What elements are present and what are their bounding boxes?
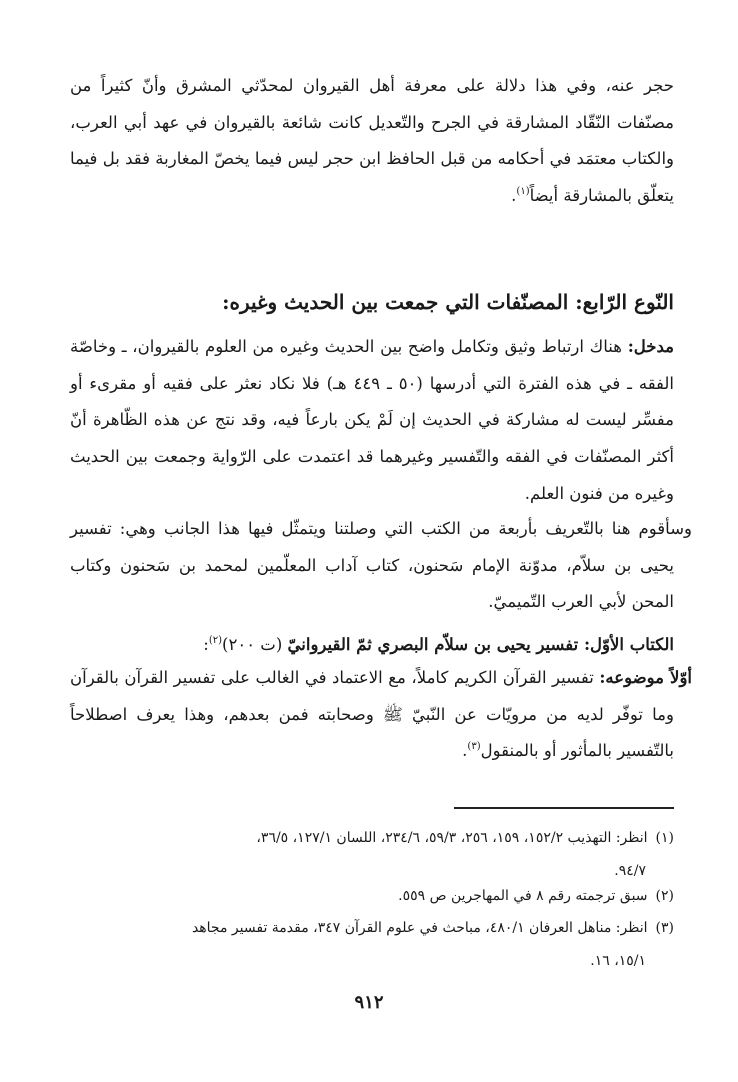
footnote-2 <box>70 880 674 913</box>
book-heading-title: تفسير يحيى بن سلاّم البصري ثمّ القيروانيّ <box>287 635 584 654</box>
paragraph-books-text: وسأقوم هنا بالتّعريف بأربعة من الكتب التي وصلتنا ويتمثّل فيها هذا الجانب وهي: تفسير يحيى بن سلاّم، مدوّنة الإمام سَحنون، كتاب آداب المعلّمين لمحمد بن سَحنون وكتاب المحن لأبي العرب التّميميّ. <box>70 519 692 612</box>
footnote-3-number: (٣) <box>655 920 674 936</box>
paragraph-intro-line-3: أبي العرب، والكتاب معتمَد في أحكامه من قبل الحافظ ابن حجر ليس فيما <box>70 112 674 169</box>
book-heading-lead: الكتاب الأوّل: <box>583 635 674 654</box>
paragraph-subject <box>70 660 692 770</box>
paragraph-subject-lead: أوّلاً موضوعه: <box>599 668 692 687</box>
paragraph-subject-text: تفسير القرآن الكريم كاملاً، مع الاعتماد في الغالب على تفسير القرآن بالقرآن وما توفّر لديه من مرويّات عن النّبيّ ﷺ وصحابته فمن بعدهم، وهذا يعرف اصطلاحاً بالتّفسير بالمأثور أو بالمنقول <box>70 668 674 761</box>
footnote-divider <box>454 807 674 809</box>
footnote-3-continuation: ١٥/١، ١٦. <box>590 953 646 969</box>
footnote-1-number: (١) <box>655 830 674 846</box>
footnote-1-continuation: ٩٤/٧. <box>614 863 646 879</box>
page-number: ٩١٢ <box>354 992 384 1013</box>
footnote-2-number: (٢) <box>655 888 674 904</box>
footnote-3 <box>70 912 674 978</box>
paragraph-books <box>70 511 692 621</box>
footnote-1 <box>70 822 674 888</box>
section-heading: النّوع الرّابع: المصنّفات التي جمعت بين الحديث وغيره: <box>222 290 674 314</box>
footnote-2-text: سبق ترجمته رقم ٨ في المهاجرين ص ٥٥٩. <box>398 888 648 904</box>
paragraph-intro <box>70 68 674 215</box>
footnote-3-text: انظر: مناهل العرفان ٤٨٠/١، مباحث في علوم القرآن ٣٤٧، مقدمة تفسير مجاهد <box>191 920 648 936</box>
book-heading-tail: (ت ٢٠٠) <box>222 635 288 654</box>
paragraph-introduction-lead: مدخل: <box>627 337 674 356</box>
footnote-1-text: انظر: التهذيب ١٥٢/٢، ١٥٩، ٢٥٦، ٥٩/٣، ٢٣٤/٦، اللسان ١٢٧/١، ٣٦/٥، <box>256 830 648 846</box>
book-heading-end: : <box>203 635 209 654</box>
footnote-ref-1[interactable]: (١) <box>516 186 530 198</box>
paragraph-introduction-text: هناك ارتباط وثيق وتكامل واضح بين الحديث وغيره من العلوم بالقيروان، ـ وخاصّة الفقه ـ في هذه الفترة التي أدرسها (٥٠ ـ ٤٤٩ هـ) فلا نكاد نعثر على فقيه أو مقرىء أو مفسِّر ليست له مشاركة في الحديث إن لَمْ يكن بارعاً فيه، وقد نتج عن هذه الظّاهرة أنّ أكثر المصنّفات في الفقه والتّفسير وغيرهما قد اعتمدت على الرّواية وجمعت بين الحديث وغيره من فنون العلم. <box>70 337 675 503</box>
paragraph-intro-line-2: من مصنّفات النّقّاد المشارقة في الجرح والتّعديل كانت شائعة بالقيروان في عهد <box>70 76 674 132</box>
footnote-ref-3[interactable]: (٣) <box>467 741 481 753</box>
paragraph-intro-end: . <box>511 186 517 206</box>
book-heading <box>70 627 674 663</box>
paragraph-intro-line-4: يخصّ المغاربة فقد بل فيما يتعلّق بالمشارقة أيضاً <box>70 149 674 206</box>
paragraph-subject-end: . <box>462 741 468 761</box>
paragraph-introduction <box>70 329 674 513</box>
paragraph-intro-line-1: حجر عنه، وفي هذا دلالة على معرفة أهل القيروان لمحدّثي المشرق وأنّ كثيراً <box>100 76 674 95</box>
footnote-ref-2[interactable]: (٢) <box>208 635 223 646</box>
